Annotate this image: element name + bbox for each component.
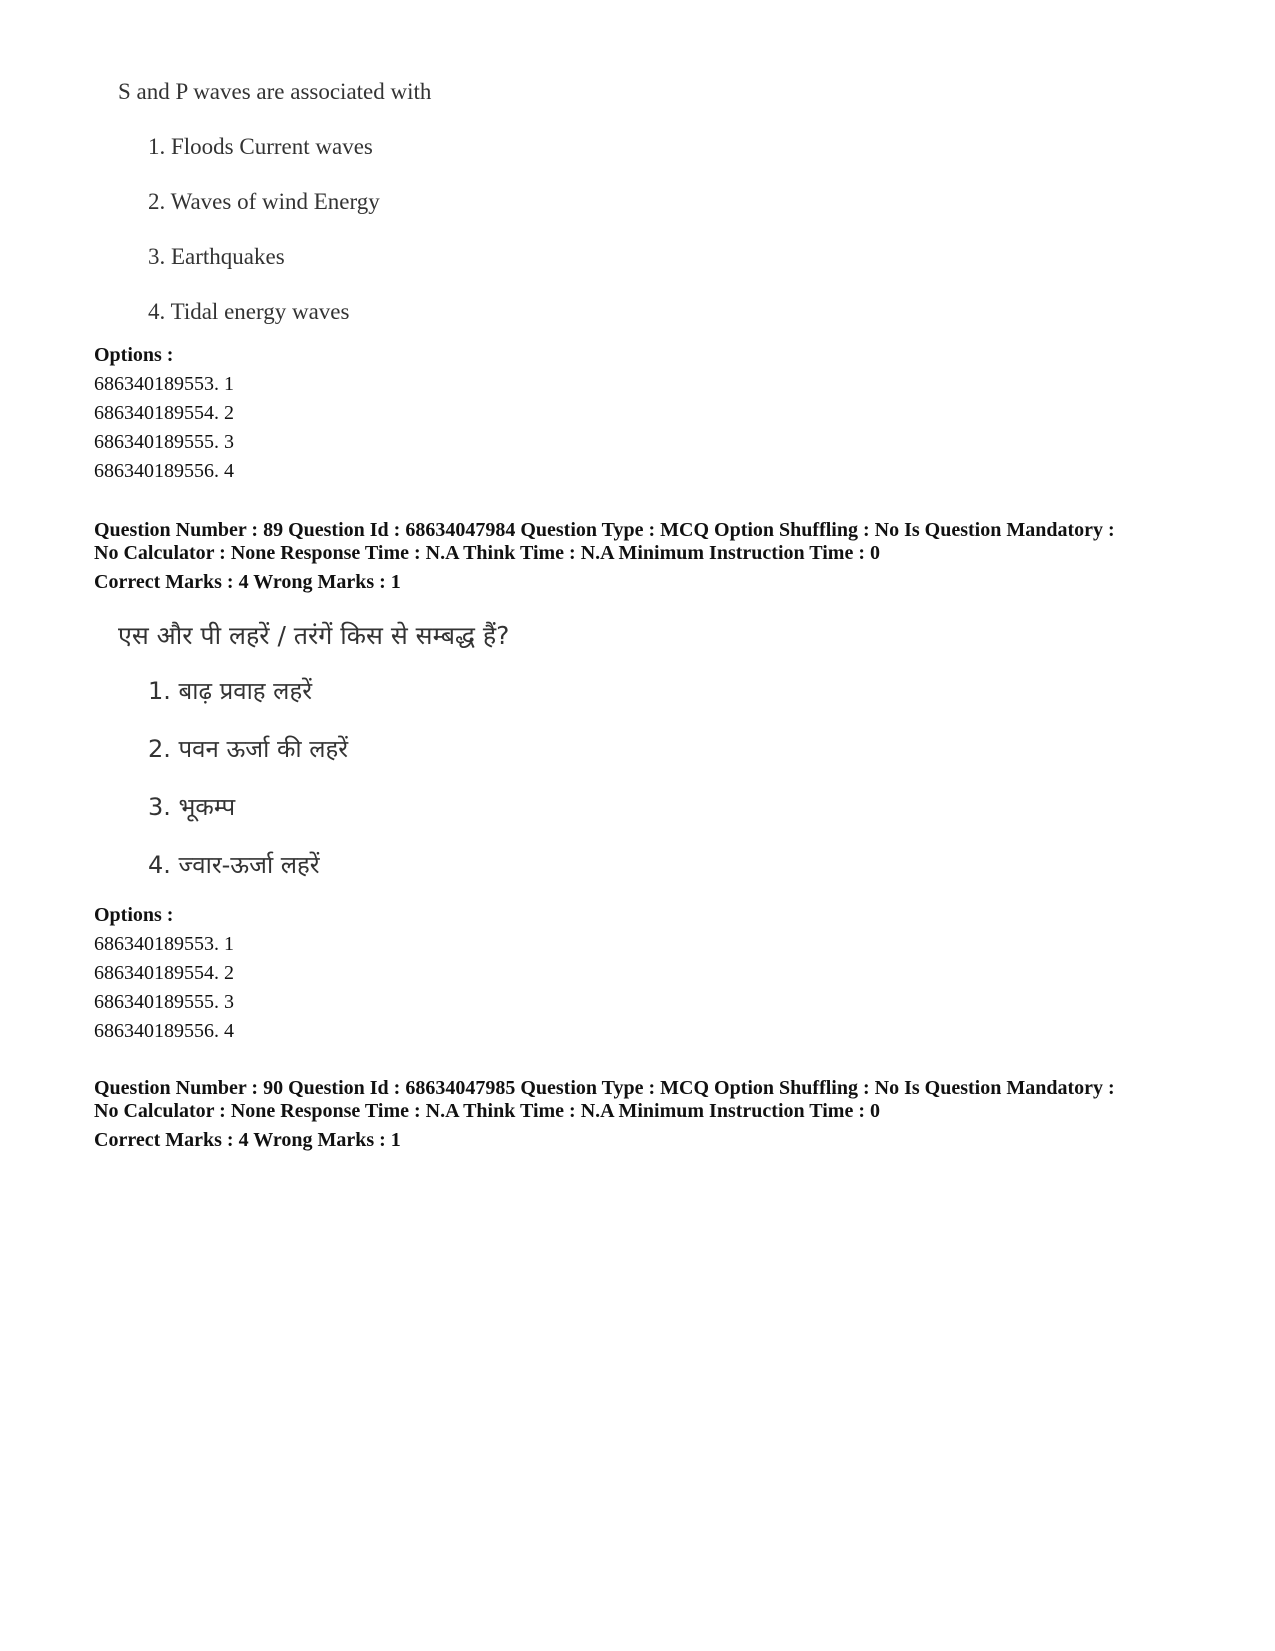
options-label: Options :: [94, 344, 174, 366]
question-choices: [118, 132, 431, 327]
option-item: 686340189556. 4: [94, 460, 234, 482]
option-item: 686340189555. 3: [94, 431, 234, 453]
marks-line: Correct Marks : 4 Wrong Marks : 1: [94, 571, 401, 593]
choice-item: 4. Tidal energy waves: [148, 299, 350, 324]
choice-item: 1. Floods Current waves: [148, 134, 373, 159]
option-item: 686340189554. 2: [94, 402, 234, 424]
question-meta-line: Question Number : 89 Question Id : 68634047984 Question Type : MCQ Option Shuffling : No Is Question Mandatory :: [94, 519, 1115, 541]
choice-item: 1. बाढ़ प्रवाह लहरें: [148, 677, 313, 705]
options-label: Options :: [94, 904, 174, 926]
choice-item: 3. भूकम्प: [148, 793, 236, 821]
question-stem: S and P waves are associated with: [118, 79, 432, 104]
question-choices: [118, 674, 509, 882]
question-89-image: [118, 620, 509, 906]
marks-line: Correct Marks : 4 Wrong Marks : 1: [94, 1129, 401, 1151]
option-item: 686340189553. 1: [94, 373, 234, 395]
choice-item: 2. Waves of wind Energy: [148, 189, 380, 214]
option-item: 686340189556. 4: [94, 1020, 234, 1042]
question-meta-line: No Calculator : None Response Time : N.A Think Time : N.A Minimum Instruction Time : 0: [94, 542, 880, 564]
option-item: 686340189554. 2: [94, 962, 234, 984]
option-item: 686340189555. 3: [94, 991, 234, 1013]
question-90-meta: [94, 1077, 1214, 1152]
question-stem: एस और पी लहरें / तरंगें किस से सम्बद्ध हैं?: [118, 621, 510, 650]
question-88-image: [118, 77, 431, 352]
question-meta-line: No Calculator : None Response Time : N.A Think Time : N.A Minimum Instruction Time : 0: [94, 1100, 880, 1122]
question-89-meta: [94, 519, 1214, 594]
option-item: 686340189553. 1: [94, 933, 234, 955]
options-block: [94, 901, 1214, 1046]
options-block: [94, 341, 1214, 486]
choice-item: 3. Earthquakes: [148, 244, 285, 269]
choice-item: 4. ज्वार-ऊर्जा लहरें: [148, 851, 320, 879]
choice-item: 2. पवन ऊर्जा की लहरें: [148, 735, 349, 763]
question-meta-line: Question Number : 90 Question Id : 68634047985 Question Type : MCQ Option Shuffling : No Is Question Mandatory :: [94, 1077, 1115, 1099]
